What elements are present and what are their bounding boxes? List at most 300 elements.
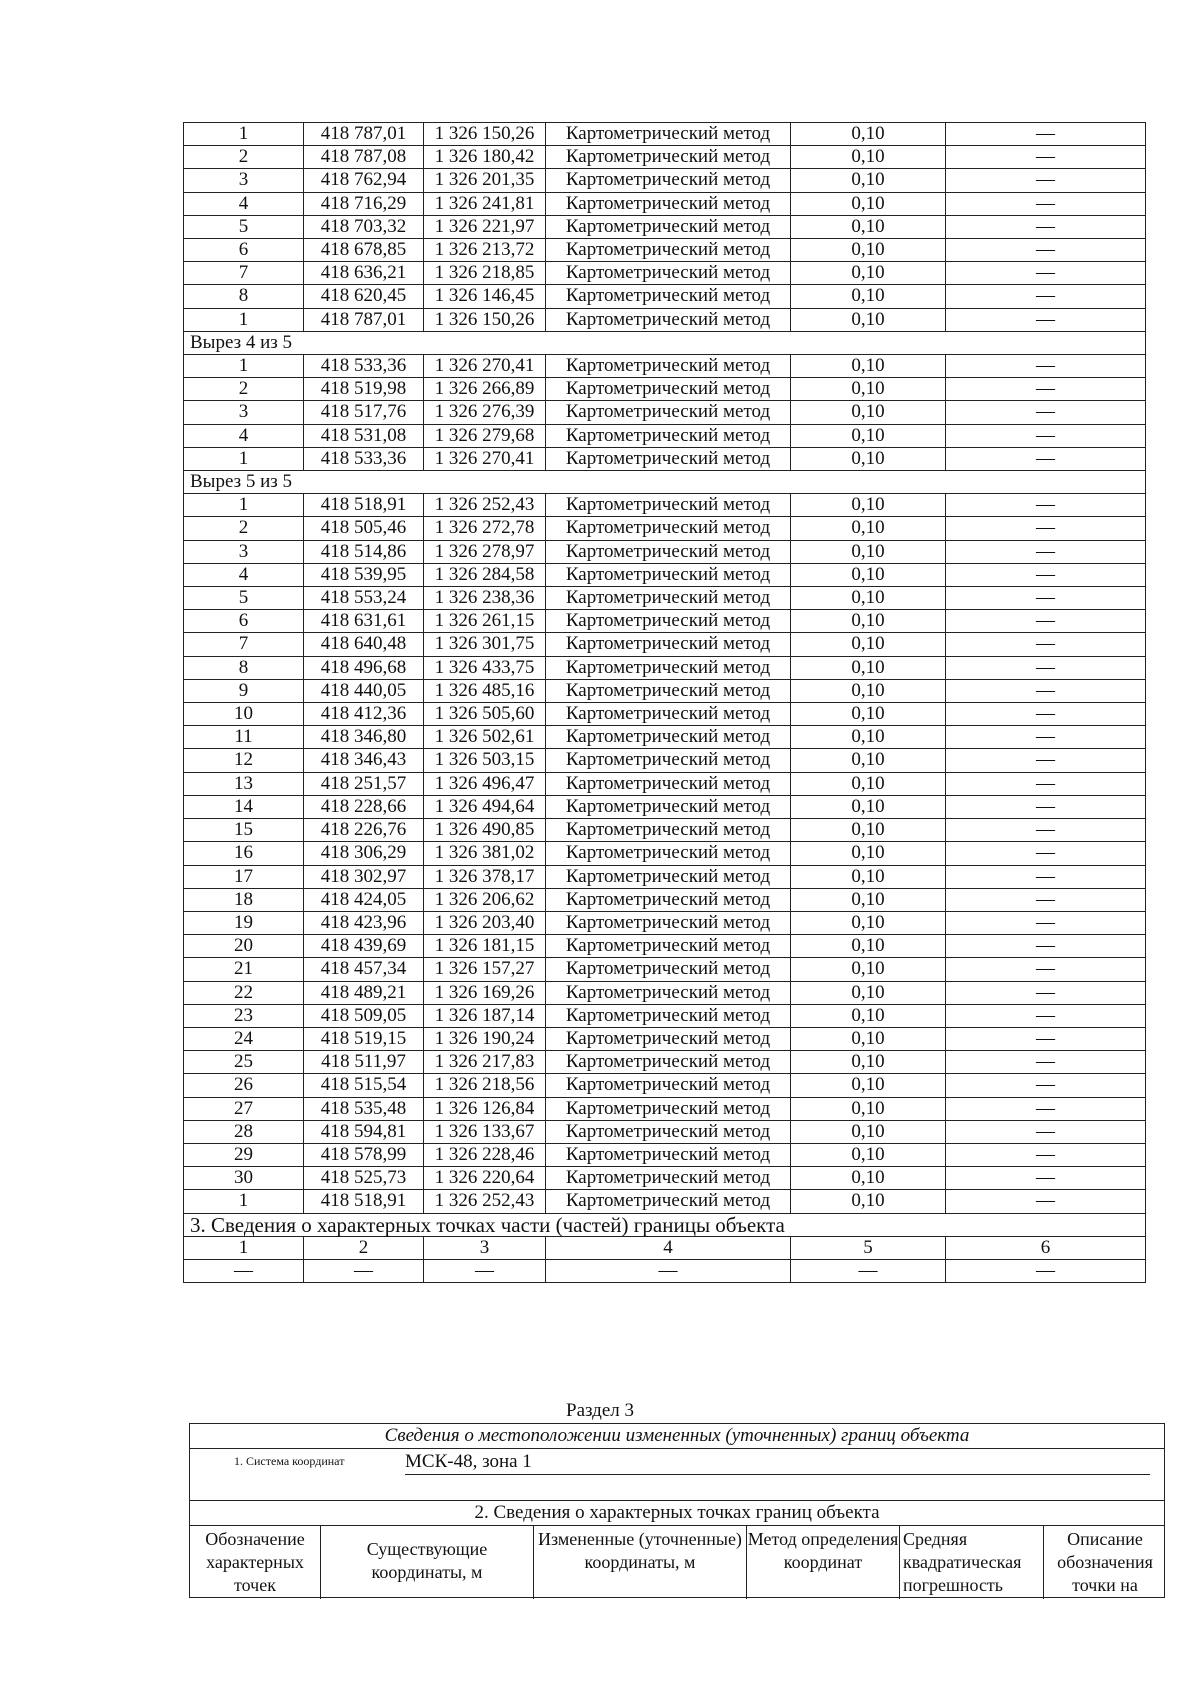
part-points-column-numbers bbox=[184, 1236, 1146, 1259]
precision-cell: 0,10 bbox=[791, 610, 946, 633]
method-cell: Картометрический метод bbox=[546, 587, 791, 610]
precision-cell: 0,10 bbox=[791, 308, 946, 331]
coord-y-cell: 1 326 505,60 bbox=[424, 703, 546, 726]
point-number-cell: 30 bbox=[184, 1167, 304, 1190]
cutout-group-row bbox=[184, 471, 1146, 494]
precision-cell: 0,10 bbox=[791, 517, 946, 540]
coord-x-cell: 418 531,08 bbox=[304, 424, 424, 447]
method-cell: Картометрический метод bbox=[546, 308, 791, 331]
method-cell: Картометрический метод bbox=[546, 285, 791, 308]
description-cell: — bbox=[946, 1051, 1146, 1074]
description-cell: — bbox=[946, 215, 1146, 238]
header-changed-coords: Измененные (уточненные) координаты, м bbox=[534, 1526, 747, 1599]
coord-y-cell: 1 326 238,36 bbox=[424, 587, 546, 610]
coord-y-cell: 1 326 252,43 bbox=[424, 494, 546, 517]
precision-cell: 0,10 bbox=[791, 749, 946, 772]
precision-cell: 0,10 bbox=[791, 494, 946, 517]
coord-y-cell: 1 326 503,15 bbox=[424, 749, 546, 772]
column-number-cell: 6 bbox=[946, 1236, 1146, 1259]
precision-cell: 0,10 bbox=[791, 703, 946, 726]
method-cell: Картометрический метод bbox=[546, 215, 791, 238]
method-cell: Картометрический метод bbox=[546, 842, 791, 865]
precision-cell: 0,10 bbox=[791, 1190, 946, 1213]
header-description: Описание обозначения точки на bbox=[1057, 1529, 1153, 1595]
point-number-cell: 15 bbox=[184, 819, 304, 842]
coord-y-cell: 1 326 221,97 bbox=[424, 215, 546, 238]
table-row bbox=[184, 1143, 1146, 1166]
description-cell: — bbox=[946, 1190, 1146, 1213]
point-number-cell: 10 bbox=[184, 703, 304, 726]
part-points-heading-row bbox=[184, 1213, 1146, 1236]
description-cell: — bbox=[946, 795, 1146, 818]
point-number-cell: 4 bbox=[184, 192, 304, 215]
table-row bbox=[184, 123, 1146, 146]
description-cell: — bbox=[946, 540, 1146, 563]
coord-y-cell: 1 326 180,42 bbox=[424, 146, 546, 169]
method-cell: Картометрический метод bbox=[546, 935, 791, 958]
method-cell: Картометрический метод bbox=[546, 1097, 791, 1120]
point-number-cell: 13 bbox=[184, 772, 304, 795]
description-cell: — bbox=[946, 703, 1146, 726]
table-row bbox=[184, 610, 1146, 633]
column-number-cell: 5 bbox=[791, 1236, 946, 1259]
point-number-cell: 17 bbox=[184, 865, 304, 888]
table-row bbox=[184, 726, 1146, 749]
table-row bbox=[184, 1074, 1146, 1097]
point-number-cell: 12 bbox=[184, 749, 304, 772]
method-cell: Картометрический метод bbox=[546, 888, 791, 911]
coord-y-cell: 1 326 266,89 bbox=[424, 378, 546, 401]
coord-x-cell: 418 787,01 bbox=[304, 123, 424, 146]
coord-x-cell: 418 226,76 bbox=[304, 819, 424, 842]
empty-value-cell: — bbox=[791, 1259, 946, 1282]
point-number-cell: 25 bbox=[184, 1051, 304, 1074]
coord-y-cell: 1 326 278,97 bbox=[424, 540, 546, 563]
coord-y-cell: 1 326 203,40 bbox=[424, 911, 546, 934]
description-cell: — bbox=[946, 563, 1146, 586]
precision-cell: 0,10 bbox=[791, 378, 946, 401]
precision-cell: 0,10 bbox=[791, 215, 946, 238]
method-cell: Картометрический метод bbox=[546, 610, 791, 633]
method-cell: Картометрический метод bbox=[546, 633, 791, 656]
precision-cell: 0,10 bbox=[791, 447, 946, 470]
empty-value-cell: — bbox=[546, 1259, 791, 1282]
coord-x-cell: 418 515,54 bbox=[304, 1074, 424, 1097]
point-number-cell: 3 bbox=[184, 169, 304, 192]
description-cell: — bbox=[946, 447, 1146, 470]
point-number-cell: 21 bbox=[184, 958, 304, 981]
coord-x-cell: 418 678,85 bbox=[304, 239, 424, 262]
table-row bbox=[184, 935, 1146, 958]
description-cell: — bbox=[946, 169, 1146, 192]
coord-y-cell: 1 326 381,02 bbox=[424, 842, 546, 865]
point-number-cell: 5 bbox=[184, 587, 304, 610]
precision-cell: 0,10 bbox=[791, 563, 946, 586]
method-cell: Картометрический метод bbox=[546, 795, 791, 818]
point-number-cell: 2 bbox=[184, 378, 304, 401]
table-row bbox=[184, 262, 1146, 285]
method-cell: Картометрический метод bbox=[546, 865, 791, 888]
coord-x-cell: 418 620,45 bbox=[304, 285, 424, 308]
coord-x-cell: 418 306,29 bbox=[304, 842, 424, 865]
table-row bbox=[184, 308, 1146, 331]
method-cell: Картометрический метод bbox=[546, 401, 791, 424]
coord-y-cell: 1 326 220,64 bbox=[424, 1167, 546, 1190]
coord-x-cell: 418 412,36 bbox=[304, 703, 424, 726]
description-cell: — bbox=[946, 1074, 1146, 1097]
point-number-cell: 1 bbox=[184, 447, 304, 470]
coord-y-cell: 1 326 241,81 bbox=[424, 192, 546, 215]
coord-x-cell: 418 517,76 bbox=[304, 401, 424, 424]
precision-cell: 0,10 bbox=[791, 911, 946, 934]
precision-cell: 0,10 bbox=[791, 726, 946, 749]
coord-x-cell: 418 439,69 bbox=[304, 935, 424, 958]
column-number-cell: 1 bbox=[184, 1236, 304, 1259]
precision-cell: 0,10 bbox=[791, 819, 946, 842]
table-row bbox=[184, 540, 1146, 563]
method-cell: Картометрический метод bbox=[546, 772, 791, 795]
precision-cell: 0,10 bbox=[791, 1143, 946, 1166]
part-points-values bbox=[184, 1259, 1146, 1282]
method-cell: Картометрический метод bbox=[546, 169, 791, 192]
coord-y-cell: 1 326 206,62 bbox=[424, 888, 546, 911]
table-row bbox=[184, 679, 1146, 702]
method-cell: Картометрический метод bbox=[546, 1027, 791, 1050]
coord-x-cell: 418 302,97 bbox=[304, 865, 424, 888]
table-row bbox=[184, 424, 1146, 447]
description-cell: — bbox=[946, 819, 1146, 842]
description-cell: — bbox=[946, 656, 1146, 679]
point-number-cell: 9 bbox=[184, 679, 304, 702]
coord-y-cell: 1 326 218,56 bbox=[424, 1074, 546, 1097]
empty-value-cell: — bbox=[424, 1259, 546, 1282]
description-cell: — bbox=[946, 1097, 1146, 1120]
description-cell: — bbox=[946, 749, 1146, 772]
method-cell: Картометрический метод bbox=[546, 726, 791, 749]
precision-cell: 0,10 bbox=[791, 540, 946, 563]
method-cell: Картометрический метод bbox=[546, 494, 791, 517]
table-row bbox=[184, 888, 1146, 911]
point-number-cell: 24 bbox=[184, 1027, 304, 1050]
precision-cell: 0,10 bbox=[791, 679, 946, 702]
description-cell: — bbox=[946, 262, 1146, 285]
coord-x-cell: 418 346,80 bbox=[304, 726, 424, 749]
coord-x-cell: 418 440,05 bbox=[304, 679, 424, 702]
method-cell: Картометрический метод bbox=[546, 192, 791, 215]
coord-x-cell: 418 424,05 bbox=[304, 888, 424, 911]
coord-y-cell: 1 326 284,58 bbox=[424, 563, 546, 586]
coord-x-cell: 418 716,29 bbox=[304, 192, 424, 215]
point-number-cell: 1 bbox=[184, 355, 304, 378]
description-cell: — bbox=[946, 123, 1146, 146]
method-cell: Картометрический метод bbox=[546, 679, 791, 702]
precision-cell: 0,10 bbox=[791, 772, 946, 795]
table-row bbox=[184, 1190, 1146, 1213]
description-cell: — bbox=[946, 1120, 1146, 1143]
coord-y-cell: 1 326 218,85 bbox=[424, 262, 546, 285]
coord-y-cell: 1 326 270,41 bbox=[424, 447, 546, 470]
coord-y-cell: 1 326 261,15 bbox=[424, 610, 546, 633]
point-number-cell: 1 bbox=[184, 1190, 304, 1213]
coord-x-cell: 418 457,34 bbox=[304, 958, 424, 981]
coord-x-cell: 418 640,48 bbox=[304, 633, 424, 656]
coord-x-cell: 418 505,46 bbox=[304, 517, 424, 540]
point-number-cell: 29 bbox=[184, 1143, 304, 1166]
precision-cell: 0,10 bbox=[791, 1074, 946, 1097]
coord-x-cell: 418 636,21 bbox=[304, 262, 424, 285]
table-row bbox=[184, 215, 1146, 238]
table-row bbox=[184, 355, 1146, 378]
description-cell: — bbox=[946, 633, 1146, 656]
table-row bbox=[184, 819, 1146, 842]
method-cell: Картометрический метод bbox=[546, 1004, 791, 1027]
table-row bbox=[184, 169, 1146, 192]
table-row bbox=[184, 146, 1146, 169]
boundary-points-table bbox=[183, 122, 1146, 1283]
points-heading: 2. Сведения о характерных точках границ объекта bbox=[190, 1501, 1164, 1526]
method-cell: Картометрический метод bbox=[546, 981, 791, 1004]
point-number-cell: 11 bbox=[184, 726, 304, 749]
coord-y-cell: 1 326 150,26 bbox=[424, 308, 546, 331]
description-cell: — bbox=[946, 772, 1146, 795]
point-number-cell: 6 bbox=[184, 610, 304, 633]
coord-x-cell: 418 533,36 bbox=[304, 447, 424, 470]
precision-cell: 0,10 bbox=[791, 355, 946, 378]
coord-x-cell: 418 346,43 bbox=[304, 749, 424, 772]
point-number-cell: 6 bbox=[184, 239, 304, 262]
coord-x-cell: 418 762,94 bbox=[304, 169, 424, 192]
coord-y-cell: 1 326 252,43 bbox=[424, 1190, 546, 1213]
coord-y-cell: 1 326 228,46 bbox=[424, 1143, 546, 1166]
precision-cell: 0,10 bbox=[791, 424, 946, 447]
description-cell: — bbox=[946, 1167, 1146, 1190]
point-number-cell: 4 bbox=[184, 424, 304, 447]
description-cell: — bbox=[946, 424, 1146, 447]
table-row bbox=[184, 192, 1146, 215]
point-number-cell: 19 bbox=[184, 911, 304, 934]
point-number-cell: 28 bbox=[184, 1120, 304, 1143]
table-row bbox=[184, 285, 1146, 308]
coord-y-cell: 1 326 146,45 bbox=[424, 285, 546, 308]
description-cell: — bbox=[946, 285, 1146, 308]
coord-y-cell: 1 326 217,83 bbox=[424, 1051, 546, 1074]
coord-x-cell: 418 489,21 bbox=[304, 981, 424, 1004]
description-cell: — bbox=[946, 146, 1146, 169]
coord-y-cell: 1 326 150,26 bbox=[424, 123, 546, 146]
coord-y-cell: 1 326 169,26 bbox=[424, 981, 546, 1004]
section-3-frame bbox=[189, 1423, 1165, 1598]
point-number-cell: 4 bbox=[184, 563, 304, 586]
point-number-cell: 7 bbox=[184, 633, 304, 656]
coord-y-cell: 1 326 279,68 bbox=[424, 424, 546, 447]
coord-x-cell: 418 787,01 bbox=[304, 308, 424, 331]
section-3-column-headers bbox=[190, 1526, 1164, 1599]
coord-y-cell: 1 326 213,72 bbox=[424, 239, 546, 262]
coord-x-cell: 418 518,91 bbox=[304, 1190, 424, 1213]
coord-y-cell: 1 326 485,16 bbox=[424, 679, 546, 702]
coord-y-cell: 1 326 433,75 bbox=[424, 656, 546, 679]
description-cell: — bbox=[946, 888, 1146, 911]
description-cell: — bbox=[946, 378, 1146, 401]
table-row bbox=[184, 981, 1146, 1004]
method-cell: Картометрический метод bbox=[546, 819, 791, 842]
precision-cell: 0,10 bbox=[791, 262, 946, 285]
method-cell: Картометрический метод bbox=[546, 1120, 791, 1143]
table-row bbox=[184, 1167, 1146, 1190]
method-cell: Картометрический метод bbox=[546, 540, 791, 563]
precision-cell: 0,10 bbox=[791, 795, 946, 818]
point-number-cell: 8 bbox=[184, 656, 304, 679]
precision-cell: 0,10 bbox=[791, 888, 946, 911]
coord-x-cell: 418 787,08 bbox=[304, 146, 424, 169]
coord-x-cell: 418 519,15 bbox=[304, 1027, 424, 1050]
description-cell: — bbox=[946, 192, 1146, 215]
point-number-cell: 5 bbox=[184, 215, 304, 238]
description-cell: — bbox=[946, 517, 1146, 540]
table-row bbox=[184, 401, 1146, 424]
precision-cell: 0,10 bbox=[791, 1051, 946, 1074]
point-number-cell: 3 bbox=[184, 540, 304, 563]
header-precision: Средняя квадратическая погрешность bbox=[900, 1526, 1044, 1599]
coord-system-underline bbox=[405, 1474, 1150, 1475]
precision-cell: 0,10 bbox=[791, 1027, 946, 1050]
column-number-cell: 4 bbox=[546, 1236, 791, 1259]
table-row bbox=[184, 772, 1146, 795]
column-number-cell: 3 bbox=[424, 1236, 546, 1259]
coord-y-cell: 1 326 496,47 bbox=[424, 772, 546, 795]
method-cell: Картометрический метод bbox=[546, 355, 791, 378]
method-cell: Картометрический метод bbox=[546, 146, 791, 169]
coord-y-cell: 1 326 502,61 bbox=[424, 726, 546, 749]
table-row bbox=[184, 795, 1146, 818]
cutout-group-row bbox=[184, 331, 1146, 354]
method-cell: Картометрический метод bbox=[546, 703, 791, 726]
coord-y-cell: 1 326 378,17 bbox=[424, 865, 546, 888]
table-row bbox=[184, 633, 1146, 656]
precision-cell: 0,10 bbox=[791, 981, 946, 1004]
precision-cell: 0,10 bbox=[791, 169, 946, 192]
description-cell: — bbox=[946, 610, 1146, 633]
point-number-cell: 26 bbox=[184, 1074, 304, 1097]
method-cell: Картометрический метод bbox=[546, 911, 791, 934]
section-3-subtitle: Сведения о местоположении измененных (уточненных) границ объекта bbox=[190, 1424, 1164, 1449]
header-point-designation: Обозначение характерных точек bbox=[190, 1526, 321, 1599]
empty-value-cell: — bbox=[304, 1259, 424, 1282]
method-cell: Картометрический метод bbox=[546, 1143, 791, 1166]
precision-cell: 0,10 bbox=[791, 123, 946, 146]
coord-x-cell: 418 578,99 bbox=[304, 1143, 424, 1166]
table-row bbox=[184, 517, 1146, 540]
description-cell: — bbox=[946, 355, 1146, 378]
point-number-cell: 16 bbox=[184, 842, 304, 865]
coord-x-cell: 418 496,68 bbox=[304, 656, 424, 679]
point-number-cell: 3 bbox=[184, 401, 304, 424]
point-number-cell: 2 bbox=[184, 146, 304, 169]
precision-cell: 0,10 bbox=[791, 633, 946, 656]
table-row bbox=[184, 587, 1146, 610]
empty-value-cell: — bbox=[184, 1259, 304, 1282]
description-cell: — bbox=[946, 494, 1146, 517]
coord-x-cell: 418 553,24 bbox=[304, 587, 424, 610]
table-row bbox=[184, 1051, 1146, 1074]
header-existing-coords: Существующие координаты, м bbox=[321, 1526, 534, 1599]
description-cell: — bbox=[946, 911, 1146, 934]
precision-cell: 0,10 bbox=[791, 587, 946, 610]
description-cell: — bbox=[946, 726, 1146, 749]
description-cell: — bbox=[946, 1027, 1146, 1050]
point-number-cell: 1 bbox=[184, 494, 304, 517]
precision-cell: 0,10 bbox=[791, 935, 946, 958]
precision-cell: 0,10 bbox=[791, 656, 946, 679]
precision-cell: 0,10 bbox=[791, 1120, 946, 1143]
coord-x-cell: 418 519,98 bbox=[304, 378, 424, 401]
precision-cell: 0,10 bbox=[791, 401, 946, 424]
coord-y-cell: 1 326 270,41 bbox=[424, 355, 546, 378]
method-cell: Картометрический метод bbox=[546, 1051, 791, 1074]
precision-cell: 0,10 bbox=[791, 842, 946, 865]
precision-cell: 0,10 bbox=[791, 285, 946, 308]
coord-x-cell: 418 228,66 bbox=[304, 795, 424, 818]
empty-value-cell: — bbox=[946, 1259, 1146, 1282]
coord-y-cell: 1 326 201,35 bbox=[424, 169, 546, 192]
point-number-cell: 8 bbox=[184, 285, 304, 308]
coord-y-cell: 1 326 190,24 bbox=[424, 1027, 546, 1050]
coord-x-cell: 418 539,95 bbox=[304, 563, 424, 586]
description-cell: — bbox=[946, 1004, 1146, 1027]
table-row bbox=[184, 1097, 1146, 1120]
coord-x-cell: 418 251,57 bbox=[304, 772, 424, 795]
coord-y-cell: 1 326 187,14 bbox=[424, 1004, 546, 1027]
description-cell: — bbox=[946, 401, 1146, 424]
method-cell: Картометрический метод bbox=[546, 656, 791, 679]
method-cell: Картометрический метод bbox=[546, 958, 791, 981]
coord-x-cell: 418 535,48 bbox=[304, 1097, 424, 1120]
method-cell: Картометрический метод bbox=[546, 378, 791, 401]
table-row bbox=[184, 656, 1146, 679]
table-row bbox=[184, 958, 1146, 981]
precision-cell: 0,10 bbox=[791, 865, 946, 888]
coord-y-cell: 1 326 126,84 bbox=[424, 1097, 546, 1120]
coord-y-cell: 1 326 490,85 bbox=[424, 819, 546, 842]
table-row bbox=[184, 378, 1146, 401]
coord-x-cell: 418 631,61 bbox=[304, 610, 424, 633]
table-row bbox=[184, 239, 1146, 262]
coord-y-cell: 1 326 272,78 bbox=[424, 517, 546, 540]
method-cell: Картометрический метод bbox=[546, 749, 791, 772]
method-cell: Картометрический метод bbox=[546, 517, 791, 540]
description-cell: — bbox=[946, 679, 1146, 702]
point-number-cell: 2 bbox=[184, 517, 304, 540]
point-number-cell: 20 bbox=[184, 935, 304, 958]
precision-cell: 0,10 bbox=[791, 1097, 946, 1120]
description-cell: — bbox=[946, 587, 1146, 610]
coord-y-cell: 1 326 494,64 bbox=[424, 795, 546, 818]
table-row bbox=[184, 842, 1146, 865]
coord-x-cell: 418 514,86 bbox=[304, 540, 424, 563]
method-cell: Картометрический метод bbox=[546, 1074, 791, 1097]
description-cell: — bbox=[946, 865, 1146, 888]
point-number-cell: 18 bbox=[184, 888, 304, 911]
point-number-cell: 1 bbox=[184, 308, 304, 331]
description-cell: — bbox=[946, 981, 1146, 1004]
coord-x-cell: 418 703,32 bbox=[304, 215, 424, 238]
table-row bbox=[184, 749, 1146, 772]
description-cell: — bbox=[946, 239, 1146, 262]
cutout-label: Вырез 4 из 5 bbox=[184, 331, 1146, 354]
description-cell: — bbox=[946, 308, 1146, 331]
precision-cell: 0,10 bbox=[791, 146, 946, 169]
point-number-cell: 23 bbox=[184, 1004, 304, 1027]
